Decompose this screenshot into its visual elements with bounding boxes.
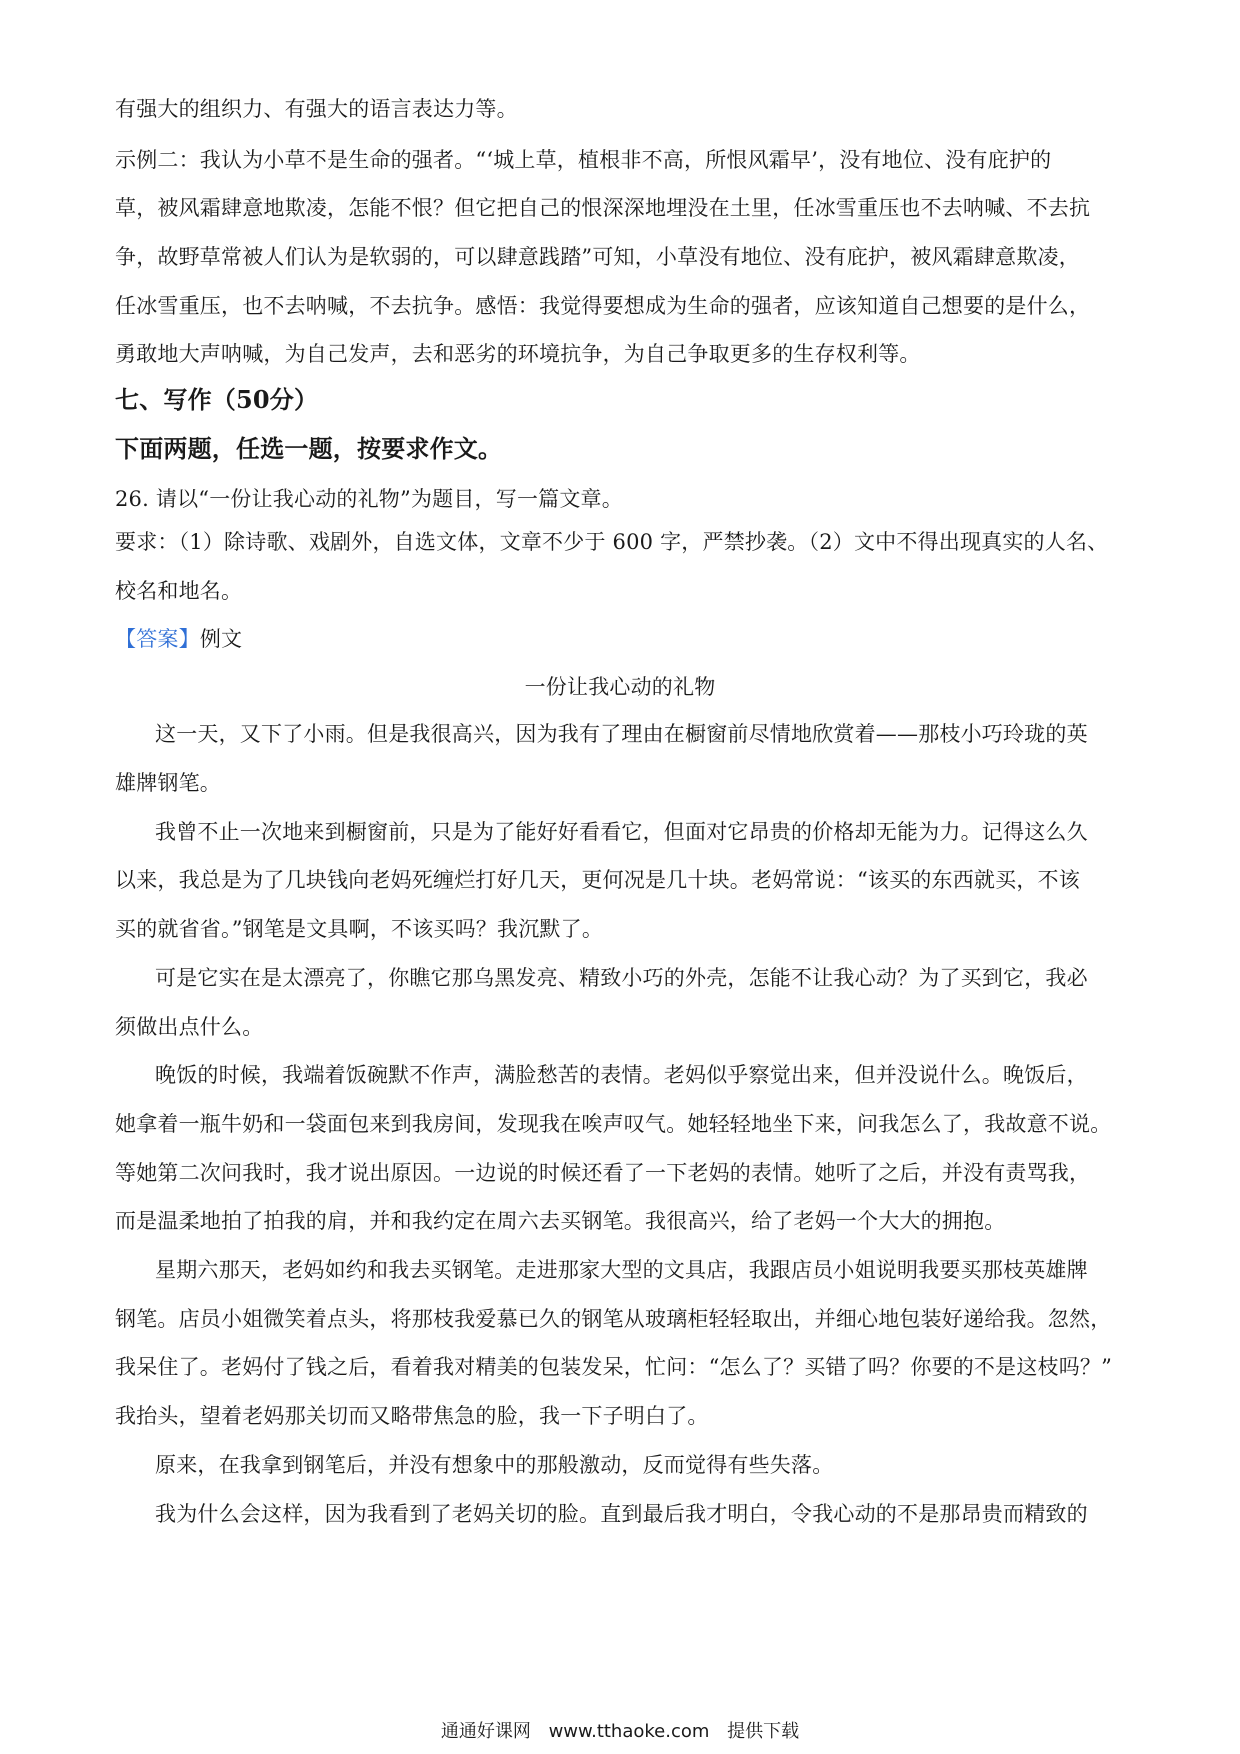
paragraph-line: 争，故野草常被人们认为是软弱的，可以肆意践踏”可知，小草没有地位、没有庇护，被风霜肆意欺凌， [115,245,1080,269]
essay-line: 雄牌钢笔。 [115,771,221,795]
footer-note: 提供下载 [727,1721,800,1742]
essay-line: 我曾不止一次地来到橱窗前，只是为了能好好看看它，但面对它昂贵的价格却无能为力。记得这么久 [155,820,1088,844]
essay-line: 钢笔。店员小姐微笑着点头，将那枝我爱慕已久的钢笔从玻璃柜轻轻取出，并细心地包装好递给我。忽然， [115,1307,1112,1331]
essay-line: 买的就省省。”钢笔是文具啊，不该买吗？我沉默了。 [115,917,604,941]
essay-line: 我抬头，望着老妈那关切而又略带焦急的脸，我一下子明白了。 [115,1404,709,1428]
requirement-line: 要求：（1）除诗歌、戏剧外，自选文体，文章不少于 600 字，严禁抄袭。（2）文中不得出现真实的人名、 [115,530,1109,554]
paragraph-line: 有强大的组织力、有强大的语言表达力等。 [115,97,518,121]
writing-instruction: 下面两题，任选一题，按要求作文。 [115,434,503,463]
section-heading: 七、写作（50分） [115,385,319,414]
answer-line [115,624,242,654]
answer-tag: 【答案】 [115,627,200,651]
answer-label: 例文 [199,627,243,651]
footer-site-name: 通通好课网 [440,1721,531,1742]
essay-line: 以来，我总是为了几块钱向老妈死缠烂打好几天，更何况是几十块。老妈常说：“该买的东西就买，不该 [115,868,1080,892]
essay-line: 我呆住了。老妈付了钱之后，看着我对精美的包装发呆，忙问：“怎么了？买错了吗？你要的不是这枝吗？” [115,1355,1113,1379]
essay-title: 一份让我心动的礼物 [524,675,716,699]
essay-line: 晚饭的时候，我端着饭碗默不作声，满脸愁苦的表情。老妈似乎察觉出来，但并没说什么。晚饭后， [155,1063,1088,1087]
paragraph-line: 草，被风霜肆意地欺凌，怎能不恨？但它把自己的恨深深地埋没在土里，任冰雪重压也不去呐喊、不去抗 [115,196,1091,220]
page-footer [0,1717,1240,1743]
question-text: 26. 请以“一份让我心动的礼物”为题目，写一篇文章。 [115,487,623,511]
essay-line: 须做出点什么。 [115,1015,264,1039]
essay-line: 她拿着一瓶牛奶和一袋面包来到我房间，发现我在唉声叹气。她轻轻地坐下来，问我怎么了，我故意不说。 [115,1112,1112,1136]
essay-line: 原来，在我拿到钢笔后，并没有想象中的那般激动，反而觉得有些失落。 [155,1453,834,1477]
essay-line: 可是它实在是太漂亮了，你瞧它那乌黑发亮、精致小巧的外壳，怎能不让我心动？为了买到它，我必 [155,966,1088,990]
essay-line: 星期六那天，老妈如约和我去买钢笔。走进那家大型的文具店，我跟店员小姐说明我要买那枝英雄牌 [155,1258,1088,1282]
essay-line: 我为什么会这样，因为我看到了老妈关切的脸。直到最后我才明白，令我心动的不是那昂贵而精致的 [155,1502,1088,1526]
paragraph-line: 勇敢地大声呐喊，为自己发声，去和恶劣的环境抗争，为自己争取更多的生存权利等。 [115,342,921,366]
requirement-line: 校名和地名。 [115,579,243,603]
paragraph-line: 任冰雪重压，也不去呐喊，不去抗争。感悟：我觉得要想成为生命的强者，应该知道自己想要的是什么， [115,294,1091,318]
paragraph-line: 示例二：我认为小草不是生命的强者。“‘城上草，植根非不高，所恨风霜早’，没有地位、没有庇护的 [115,148,1052,172]
essay-line: 等她第二次问我时，我才说出原因。一边说的时候还看了一下老妈的表情。她听了之后，并没有责骂我， [115,1161,1091,1185]
footer-url[interactable]: www.tthaoke.com [548,1721,710,1742]
essay-line: 而是温柔地拍了拍我的肩，并和我约定在周六去买钢笔。我很高兴，给了老妈一个大大的拥抱。 [115,1209,1006,1233]
essay-line: 这一天，又下了小雨。但是我很高兴，因为我有了理由在橱窗前尽情地欣赏着——那枝小巧玲珑的英 [155,722,1088,746]
